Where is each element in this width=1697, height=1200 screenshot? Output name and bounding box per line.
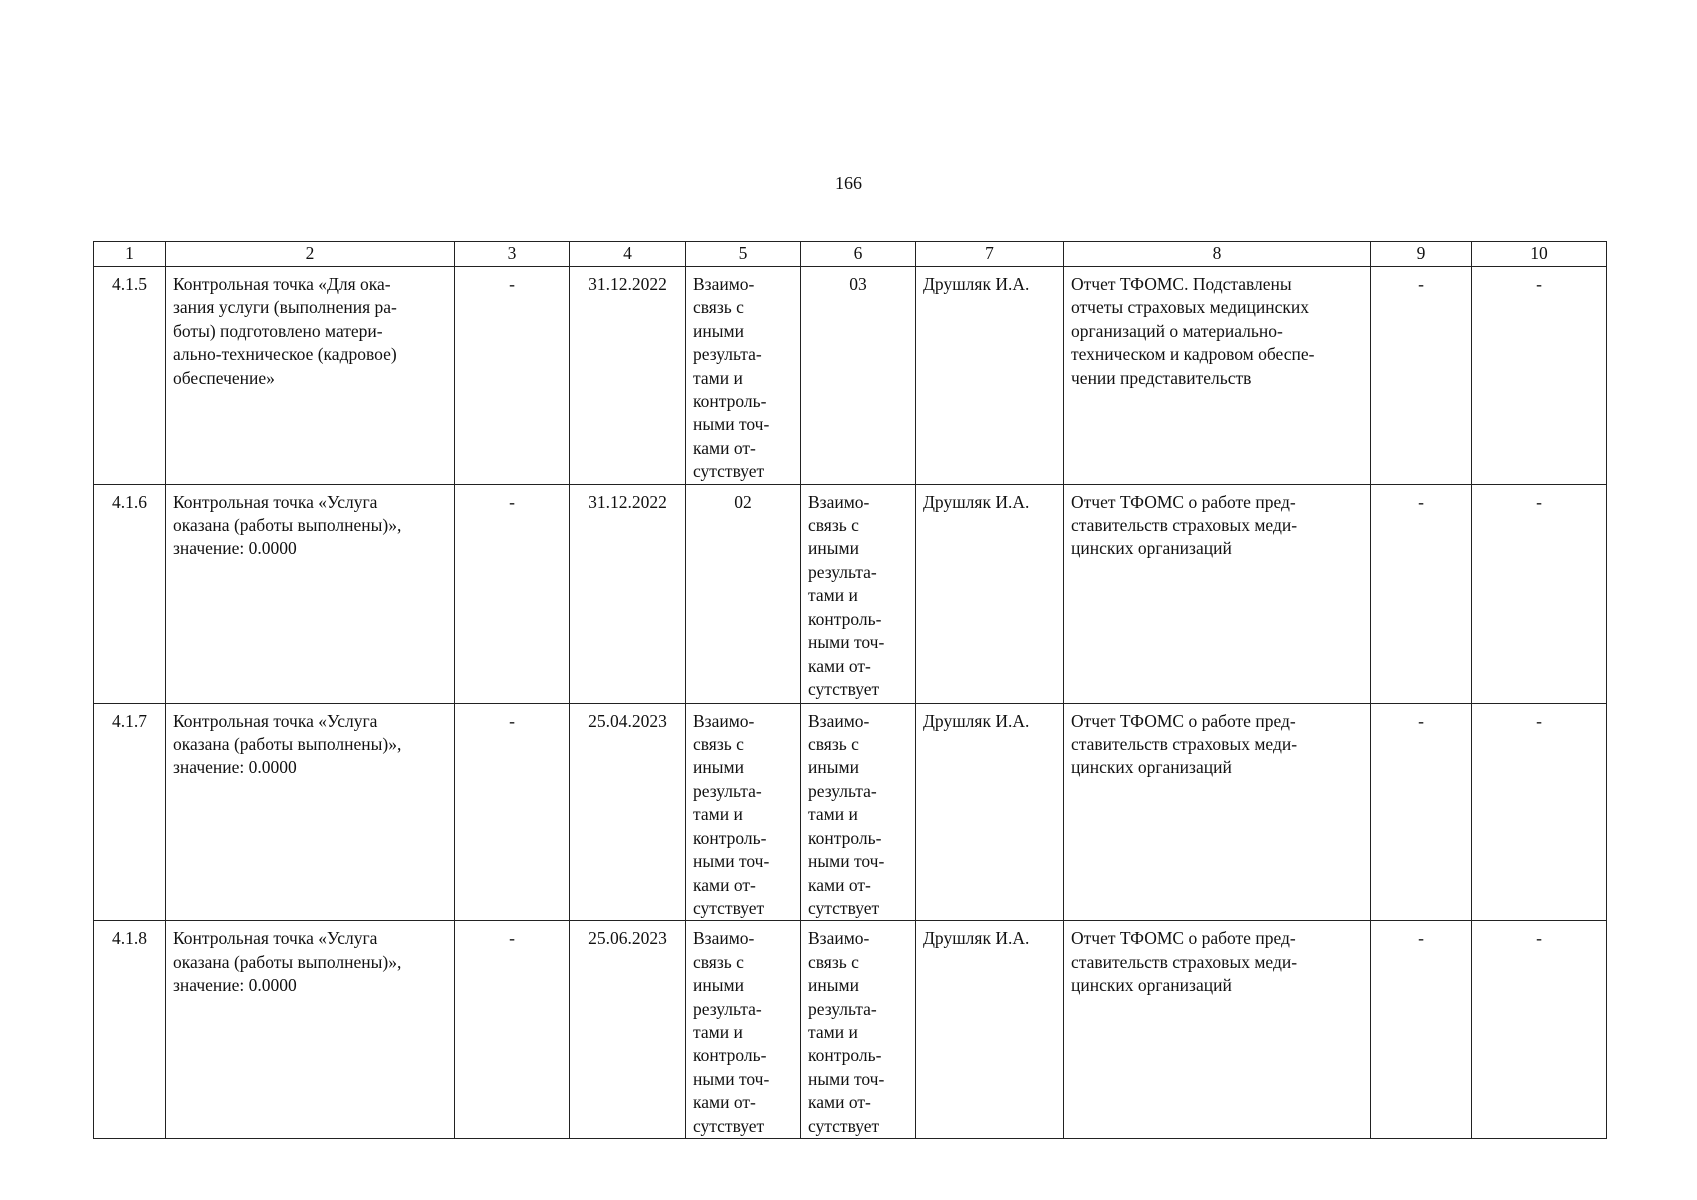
cell-col10: - xyxy=(1472,921,1607,1139)
cell-date: 25.04.2023 xyxy=(570,703,686,921)
cell-responsible: Друшляк И.А. xyxy=(916,267,1064,485)
column-header-7: 7 xyxy=(916,242,1064,267)
table-row xyxy=(94,703,1607,921)
cell-document: Отчет ТФОМС. Подставлены отчеты страховых медицинских организаций о материально- техническом и кадровом обеспе- чении представительств xyxy=(1064,267,1371,485)
cell-responsible: Друшляк И.А. xyxy=(916,703,1064,921)
cell-col5: Взаимо- связь с иными результа- тами и контроль- ными точ- ками от- сутствует xyxy=(686,267,801,485)
control-point-name: Контрольная точка «Услуга оказана (работы выполнены)», значение: 0.0000 xyxy=(166,703,455,921)
column-header-6: 6 xyxy=(801,242,916,267)
row-number: 4.1.5 xyxy=(94,267,166,485)
page-number: 166 xyxy=(835,173,862,193)
cell-col10: - xyxy=(1472,267,1607,485)
row-number: 4.1.7 xyxy=(94,703,166,921)
control-point-name: Контрольная точка «Услуга оказана (работы выполнены)», значение: 0.0000 xyxy=(166,921,455,1139)
column-header-9: 9 xyxy=(1371,242,1472,267)
cell-date: 25.06.2023 xyxy=(570,921,686,1139)
column-header-3: 3 xyxy=(455,242,570,267)
column-header-4: 4 xyxy=(570,242,686,267)
header-row xyxy=(94,242,1607,267)
cell-date: 31.12.2022 xyxy=(570,484,686,703)
control-point-name: Контрольная точка «Услуга оказана (работы выполнены)», значение: 0.0000 xyxy=(166,484,455,703)
cell-col10: - xyxy=(1472,703,1607,921)
table-row xyxy=(94,921,1607,1139)
column-header-2: 2 xyxy=(166,242,455,267)
cell-col3: - xyxy=(455,703,570,921)
column-header-8: 8 xyxy=(1064,242,1371,267)
table-row xyxy=(94,484,1607,703)
cell-col6: 03 xyxy=(801,267,916,485)
control-point-name: Контрольная точка «Для ока- зания услуги (выполнения ра- боты) подготовлено матери- ально-техническое (кадровое) обеспечение» xyxy=(166,267,455,485)
cell-col10: - xyxy=(1472,484,1607,703)
cell-date: 31.12.2022 xyxy=(570,267,686,485)
cell-col3: - xyxy=(455,267,570,485)
column-header-5: 5 xyxy=(686,242,801,267)
row-number: 4.1.8 xyxy=(94,921,166,1139)
cell-col6: Взаимо- связь с иными результа- тами и контроль- ными точ- ками от- сутствует xyxy=(801,703,916,921)
row-number: 4.1.6 xyxy=(94,484,166,703)
table-row xyxy=(94,267,1607,485)
cell-col5: 02 xyxy=(686,484,801,703)
cell-document: Отчет ТФОМС о работе пред- ставительств страховых меди- цинских организаций xyxy=(1064,921,1371,1139)
cell-col5: Взаимо- связь с иными результа- тами и контроль- ными точ- ками от- сутствует xyxy=(686,921,801,1139)
cell-document: Отчет ТФОМС о работе пред- ставительств страховых меди- цинских организаций xyxy=(1064,703,1371,921)
cell-col5: Взаимо- связь с иными результа- тами и контроль- ными точ- ками от- сутствует xyxy=(686,703,801,921)
cell-document: Отчет ТФОМС о работе пред- ставительств страховых меди- цинских организаций xyxy=(1064,484,1371,703)
cell-responsible: Друшляк И.А. xyxy=(916,921,1064,1139)
cell-responsible: Друшляк И.А. xyxy=(916,484,1064,703)
cell-col6: Взаимо- связь с иными результа- тами и контроль- ными точ- ками от- сутствует xyxy=(801,484,916,703)
column-header-1: 1 xyxy=(94,242,166,267)
column-header-10: 10 xyxy=(1472,242,1607,267)
cell-col3: - xyxy=(455,921,570,1139)
cell-col9: - xyxy=(1371,921,1472,1139)
cell-col9: - xyxy=(1371,484,1472,703)
cell-col9: - xyxy=(1371,703,1472,921)
cell-col6: Взаимо- связь с иными результа- тами и контроль- ными точ- ками от- сутствует xyxy=(801,921,916,1139)
cell-col9: - xyxy=(1371,267,1472,485)
control-points-table xyxy=(93,241,1607,1139)
cell-col3: - xyxy=(455,484,570,703)
